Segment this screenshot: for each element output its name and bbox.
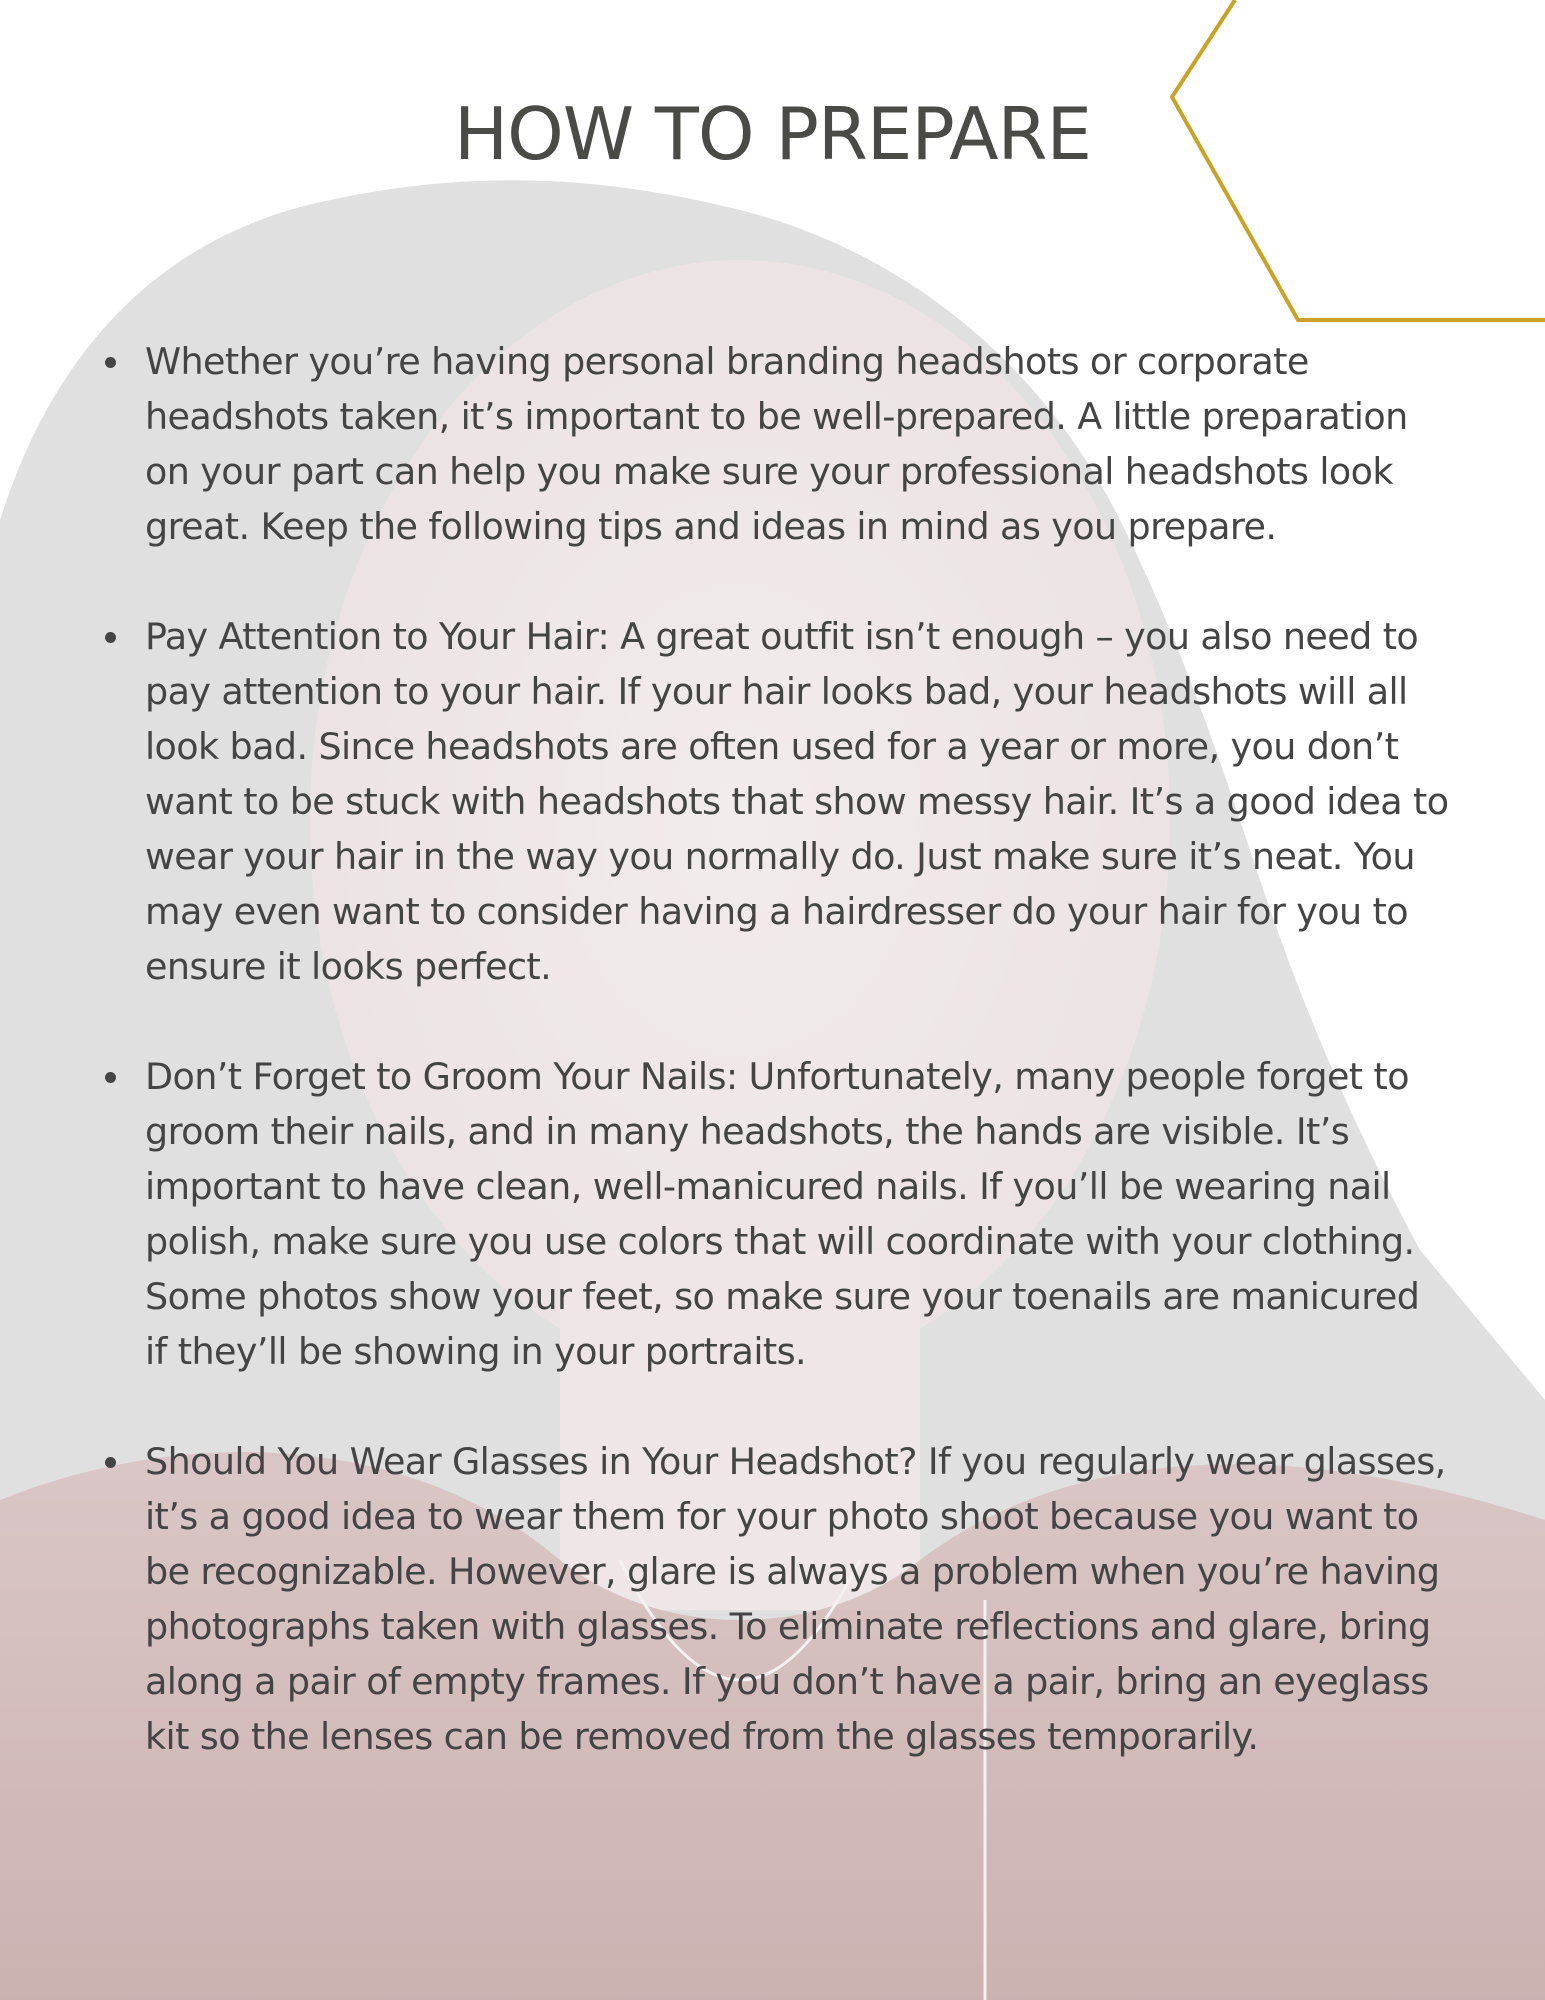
bullet-icon — [105, 632, 116, 643]
list-item — [105, 609, 1450, 994]
list-item-text: Don’t Forget to Groom Your Nails: Unfortunately, many people forget to groom their nails, and in many headshots, the hands are visible. It’s important to have clean, well-manicured nails. If you’ll be wearing nail polish, make sure you use colors that will coordinate with your clothing. Some photos show your feet, so make sure your toenails are manicured if they’ll be showing in your portraits. — [145, 1055, 1420, 1373]
list-item — [105, 334, 1450, 554]
list-item — [105, 1049, 1450, 1379]
bullet-icon — [105, 1457, 116, 1468]
tips-list — [105, 334, 1450, 1819]
list-item — [105, 1434, 1450, 1764]
list-item-text: Pay Attention to Your Hair: A great outfit isn’t enough – you also need to pay attention to your hair. If your hair looks bad, your headshots will all look bad. Since headshots are often used for a year or more, you don’t want to be stuck with headshots that show messy hair. It’s a good idea to wear your hair in the way you normally do. Just make sure it’s neat. You may even want to consider having a hairdresser do your hair for you to ensure it looks perfect. — [145, 615, 1449, 988]
bullet-icon — [105, 357, 116, 368]
page-title: HOW TO PREPARE — [454, 92, 1091, 176]
list-item-text: Whether you’re having personal branding headshots or corporate headshots taken, it’s important to be well-prepared. A little preparation on your part can help you make sure your professional headshots look great. Keep the following tips and ideas in mind as you prepare. — [145, 340, 1408, 548]
list-item-text: Should You Wear Glasses in Your Headshot? If you regularly wear glasses, it’s a good idea to wear them for your photo shoot because you want to be recognizable. However, glare is always a problem when you’re having photographs taken with glasses. To eliminate reflections and glare, bring along a pair of empty frames. If you don’t have a pair, bring an eyeglass kit so the lenses can be removed from the glasses temporarily. — [145, 1440, 1446, 1758]
bullet-icon — [105, 1072, 116, 1083]
